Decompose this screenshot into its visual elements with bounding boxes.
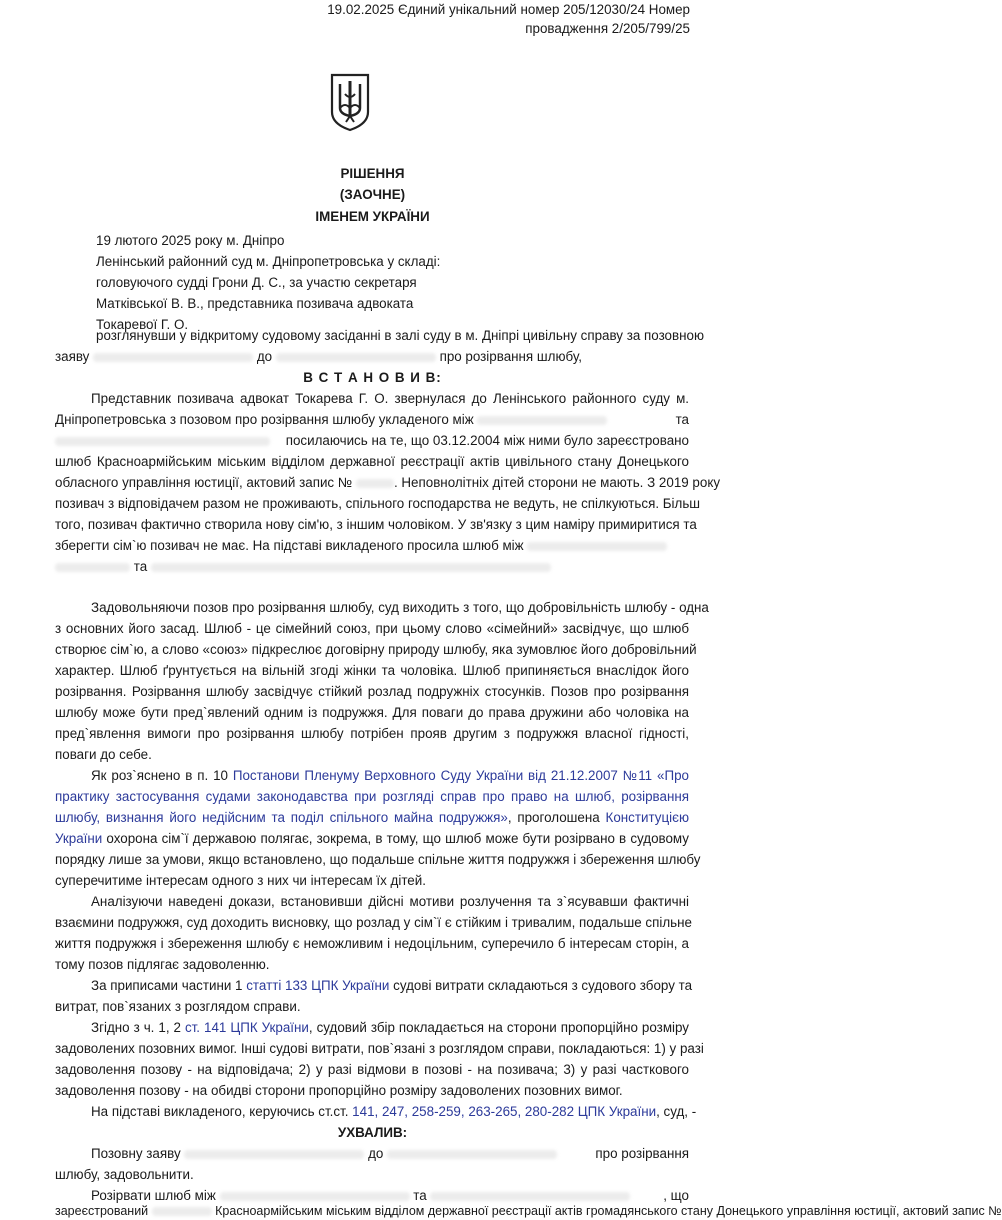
text-fragment: , проголошена: [507, 810, 600, 825]
reasoning-line: створює сім`ю, а слово «союз» підкреслює договірну природу шлюбу, яка зумовлює його добровільний: [55, 642, 697, 657]
established-p1-line: [55, 559, 551, 574]
reasoning-line: шлюбу може бути пред`явлений одним із подружжя. Для поваги до права дружини або чоловіка на: [55, 705, 689, 720]
redacted-name: [55, 563, 130, 572]
decided-line: шлюбу, задовольнити.: [55, 1167, 194, 1182]
date-place: 19 лютого 2025 року м. Дніпро: [96, 233, 285, 248]
redacted-name: [184, 1150, 364, 1159]
text-fragment: та: [413, 1188, 427, 1203]
court-line-3: Матківської В. В., представника позивача адвоката: [96, 296, 414, 311]
redacted-name: [430, 1192, 630, 1201]
text-fragment: , що: [663, 1188, 689, 1203]
text-fragment: зберегти сім`ю позивач не має. На підставі викладеного просила шлюб між: [55, 538, 524, 553]
redacted-name: [477, 416, 607, 425]
reasoning-line: характер. Шлюб ґрунтується на вільній згоді жінки та чоловіка. Шлюб припиняється внаслідок його: [55, 663, 689, 678]
reasoning-line: [91, 768, 689, 783]
reasoning-line: витрат, пов`язаних з розглядом справи.: [55, 999, 301, 1014]
text-fragment: Позовну заяву: [91, 1146, 181, 1161]
article-133-link[interactable]: статті 133 ЦПК України: [246, 978, 390, 993]
trident-emblem-icon: [329, 72, 371, 132]
redacted-date: [152, 1207, 212, 1216]
reasoning-line: [55, 810, 689, 825]
constitution-link[interactable]: України: [55, 831, 103, 846]
established-p1-line: [55, 538, 667, 553]
established-p1-line: [55, 412, 689, 427]
text-fragment: На підставі викладеного, керуючись ст.ст.: [91, 1104, 349, 1119]
reasoning-line: суперечитиме інтересам одного з них чи інтересам їх дітей.: [55, 873, 426, 888]
claim-start: заяву: [55, 349, 90, 364]
text-fragment: , суд, -: [656, 1104, 697, 1119]
established-p1-line: позивач з відповідачем разом не проживають, спільного господарства не ведуть, не спілкуються. Більш: [55, 496, 701, 511]
claim-end: про розірвання шлюбу,: [439, 349, 582, 364]
reasoning-line: тому позов підлягає задоволенню.: [55, 957, 270, 972]
reasoning-line: [91, 1020, 689, 1035]
reasoning-line: [91, 978, 693, 993]
text-fragment: За приписами частини 1: [91, 978, 243, 993]
text-fragment: Красноармійським міським відділом державної реєстрації актів: [215, 1204, 583, 1218]
established-p1-line: шлюб Красноармійським міським відділом державної реєстрації актів цивільного стану Донецького: [55, 454, 689, 469]
plenum-resolution-link[interactable]: Постанови Пленуму Верховного Суду України від 21.12.2007 №11 «Про: [232, 768, 689, 783]
decision-title: РІШЕННЯ: [340, 166, 405, 181]
redacted-name: [55, 437, 270, 446]
court-line-4: Токаревої Г. О.: [96, 317, 189, 332]
court-line-2: головуючого судді Грони Д. С., за участю секретаря: [96, 275, 417, 290]
reasoning-line: з основних його засад. Шлюб - це сімейний союз, при цьому слово «сімейний» засвідчує, що шлюб: [55, 621, 689, 636]
reasoning-line: поваги до себе.: [55, 747, 152, 762]
established-p1-line: [55, 433, 689, 448]
decision-subtitle: (ЗАОЧНЕ): [339, 187, 406, 202]
text-fragment: зареєстрований: [55, 1204, 149, 1218]
reasoning-line: задоволення позову - на обидві сторони пропорційно розміру задоволених позовних вимог.: [55, 1083, 623, 1098]
considered-line: розглянувши у відкритому судовому засіданні в залі суду в м. Дніпрі цивільну справу за позовною: [96, 328, 705, 343]
redacted-number: [356, 479, 394, 488]
claim-mid: до: [256, 349, 273, 364]
text-fragment: Розірвати шлюб між: [91, 1188, 216, 1203]
reasoning-line: задоволення позову - на відповідача; 2) у разі відмови в позові - на позивача; 3) у разі часткового: [55, 1062, 689, 1077]
reasoning-line: [55, 831, 689, 846]
constitution-link[interactable]: Конституцією: [605, 810, 689, 825]
redacted-name: [387, 1150, 557, 1159]
established-heading: В С Т А Н О В И В:: [303, 370, 442, 385]
claim-line: [55, 349, 582, 364]
cpc-articles-link[interactable]: 141, 247, 258-259, 263-265, 280-282 ЦПК України: [352, 1104, 657, 1119]
redacted-name: [527, 542, 667, 551]
plenum-resolution-link[interactable]: практику застосування судами законодавства при розгляді справ про право на шлюб, розірвання: [55, 789, 689, 804]
text-fragment: обласного управління юстиції, актовий запис №: [55, 475, 353, 490]
text-fragment: про розірвання: [595, 1146, 689, 1161]
court-line-1: Ленінський районний суд м. Дніпропетровська у складі:: [96, 254, 441, 269]
reasoning-line: розірвання. Розірвання шлюбу засвідчує стійкий розлад подружніх стосунків. Позов про розірвання: [55, 684, 689, 699]
text-fragment: судові витрати складаються з судового збору та: [393, 978, 693, 993]
decided-heading: УХВАЛИВ:: [337, 1125, 408, 1140]
reasoning-line: пред`явлення вимоги про розірвання шлюбу потрібен прояв другим з подружжя власної гідності,: [55, 726, 689, 741]
reasoning-line: Задовольняючи позов про розірвання шлюбу, суд виходить з того, що добровільність шлюбу - одна: [91, 600, 709, 615]
decision-heading: ІМЕНЕМ УКРАЇНИ: [315, 209, 430, 224]
text-fragment: громадянського стану Донецького управління юстиції, актовий запис №: [586, 1204, 1002, 1218]
proceeding-number-line: провадження 2/205/799/25: [525, 21, 690, 36]
text-fragment: та: [675, 412, 689, 427]
redacted-name: [93, 353, 253, 362]
reasoning-line: життя подружжя і збереження шлюбу є неможливим і недоцільним, суперечило б інтересам сторін, а: [55, 936, 689, 951]
reasoning-line: Аналізуючи наведені докази, встановивши дійсні мотиви розлучення та з`ясувавши фактичні: [91, 894, 689, 909]
case-number-line: 19.02.2025 Єдиний унікальний номер 205/12030/24 Номер: [327, 2, 690, 17]
text-fragment: до: [368, 1146, 384, 1161]
reasoning-line: порядку лише за умови, якщо встановлено, що подальше спільне життя подружжя і збереження шлюбу: [55, 852, 701, 867]
reasoning-line: [91, 1104, 696, 1119]
plenum-resolution-link[interactable]: шлюбу, визнання його недійсним та поділ спільного майна подружжя»: [55, 810, 508, 825]
text-fragment: Згідно з ч. 1, 2: [91, 1020, 181, 1035]
text-fragment: Дніпропетровська з позовом про розірвання шлюбу укладеного між: [55, 412, 474, 427]
text-fragment: посилаючись на те, що 03.12.2004 між ними було зареєстровано: [285, 433, 689, 448]
reasoning-line: задоволених позовних вимог. Інші судові витрати, пов`язані з розглядом справи, покладаються: 1) у разі: [55, 1041, 704, 1056]
redacted-name: [220, 1192, 410, 1201]
redacted-text: [151, 563, 551, 572]
text-fragment: . Неповнолітніх дітей сторони не мають. З 2019 року: [393, 475, 721, 490]
redacted-name: [276, 353, 436, 362]
text-fragment: охорона сім`ї державою полягає, зокрема, в тому, що шлюб може бути розірвано в судовому: [106, 831, 689, 846]
text-fragment: та: [133, 559, 148, 574]
article-141-link[interactable]: ст. 141 ЦПК України: [184, 1020, 309, 1035]
established-p1-line: [55, 475, 720, 490]
text-fragment: Як роз`яснено в п. 10: [91, 768, 228, 783]
decided-line: [91, 1146, 689, 1161]
text-fragment: , судовий збір покладається на сторони пропорційно розміру: [308, 1020, 689, 1035]
established-p1-line: того, позивач фактично створила нову сім'ю, з іншим чоловіком. У зв'язку з цим наміру примиритися та: [55, 517, 697, 532]
established-p1-line: Представник позивача адвокат Токарева Г. О. звернулася до Ленінського районного суду м.: [91, 391, 689, 406]
decided-line: [91, 1188, 689, 1203]
decided-line: [55, 1204, 1002, 1218]
reasoning-line: взаємини подружжя, суд доходить висновку, що розлад у сім`ї є стійким і тривалим, подальше спільне: [55, 915, 692, 930]
